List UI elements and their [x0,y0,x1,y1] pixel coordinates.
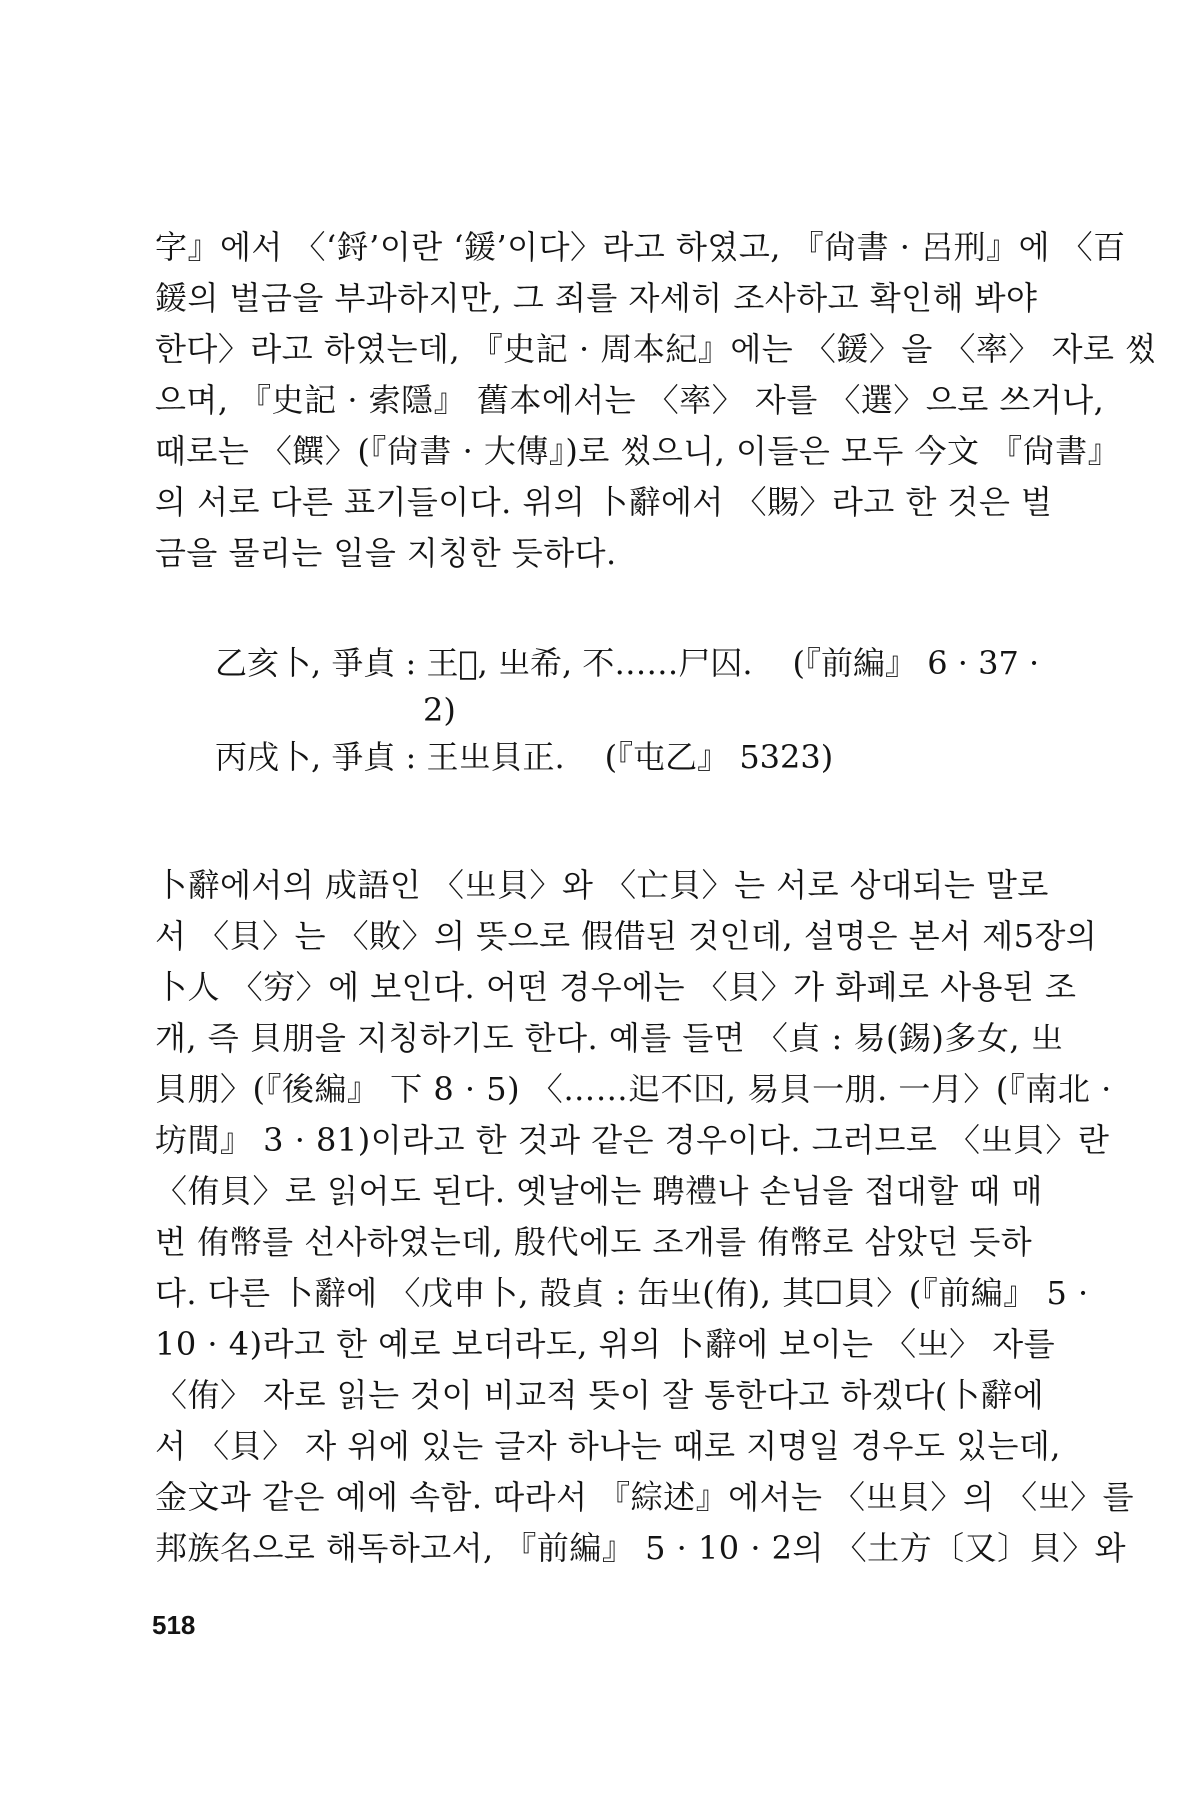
text-line: 〈侑貝〉로 읽어도 된다. 옛날에는 聘禮나 손님을 접대할 때 매 [155,1172,1043,1210]
inscription-text: 丙戌卜, 爭貞 : 王㞢貝正. [215,738,565,776]
text-line: 의 서로 다른 표기들이다. 위의 卜辭에서 〈賜〉라고 한 것은 벌 [155,483,1053,521]
text-line: 금을 물리는 일을 지칭한 듯하다. [155,534,617,572]
text-line: 坊間』 3 · 81)이라고 한 것과 같은 경우이다. 그러므로 〈㞢貝〉란 [155,1121,1110,1159]
quote-line-2 [215,734,1055,781]
text-line: 서 〈貝〉는 〈敗〉의 뜻으로 假借된 것인데, 설명은 본서 제5장의 [155,917,1098,955]
text-line: 서 〈貝〉 자 위에 있는 글자 하나는 때로 지명일 경우도 있는데, [155,1427,1061,1465]
text-line: 貝朋〉(『後編』 下 8 · 5) 〈……𨑓不𡆥, 易貝一朋. 一月〉(『南北 · [155,1070,1112,1108]
text-line: 개, 즉 貝朋을 지칭하기도 한다. 예를 들면 〈貞 : 易(錫)多女, 㞢 [155,1019,1064,1057]
text-line: 으며, 『史記 · 索隱』 舊本에서는 〈率〉 자를 〈選〉으로 쓰거나, [155,381,1105,419]
inscription-source-continuation: 2) [423,691,456,729]
paragraph-1 [155,222,1157,579]
text-line: 金文과 같은 예에 속함. 따라서 『綜述』에서는 〈㞢貝〉의 〈㞢〉를 [155,1478,1135,1516]
text-line: 번 侑幣를 선사하였는데, 殷代에도 조개를 侑幣로 삼았던 듯하 [155,1223,1033,1261]
inscription-source: (『前編』 6 · 37 · [792,644,1040,682]
quote-line-1 [215,640,1055,687]
text-line: 鍰의 벌금을 부과하지만, 그 죄를 자세히 조사하고 확인해 봐야 [155,279,1038,317]
text-line: 邦族名으로 해독하고서, 『前編』 5 · 10 · 2의 〈土方〔又〕貝〉와 [155,1529,1127,1567]
text-line: 字』에서 〈‘鋝’이란 ‘鍰’이다〉라고 하였고, 『尙書 · 呂刑』에 〈百 [155,228,1126,266]
paragraph-2 [155,860,1135,1574]
text-line: 한다〉라고 하였는데, 『史記 · 周本紀』에는 〈鍰〉을 〈率〉 자로 썼 [155,330,1157,368]
page-number: 518 [152,1610,196,1640]
text-line: 다. 다른 卜辭에 〈戊申卜, 㱿貞 : 缶㞢(侑), 其☐貝〉(『前編』 5 · [155,1274,1089,1312]
inscription-text: 乙亥卜, 爭貞 : 王𤰔, 㞢希, 不……尸囚. [215,644,753,682]
text-line: 卜辭에서의 成語인 〈㞢貝〉와 〈亡貝〉는 서로 상대되는 말로 [155,866,1049,904]
text-line: 卜人 〈穷〉에 보인다. 어떤 경우에는 〈貝〉가 화폐로 사용된 조 [155,968,1077,1006]
inscription-source: (『屯乙』 5323) [604,738,834,776]
oracle-inscription-quotes [215,640,1055,781]
text-line: 10 · 4)라고 한 예로 보더라도, 위의 卜辭에 보이는 〈㞢〉 자를 [155,1325,1056,1363]
quote-line-1-continuation [215,687,1055,734]
text-line: 때로는 〈饌〉(『尙書 · 大傳』)로 썼으니, 이들은 모두 今文 『尙書』 [155,432,1121,470]
text-line: 〈侑〉 자로 읽는 것이 비교적 뜻이 잘 통한다고 하겠다(卜辭에 [155,1376,1045,1414]
